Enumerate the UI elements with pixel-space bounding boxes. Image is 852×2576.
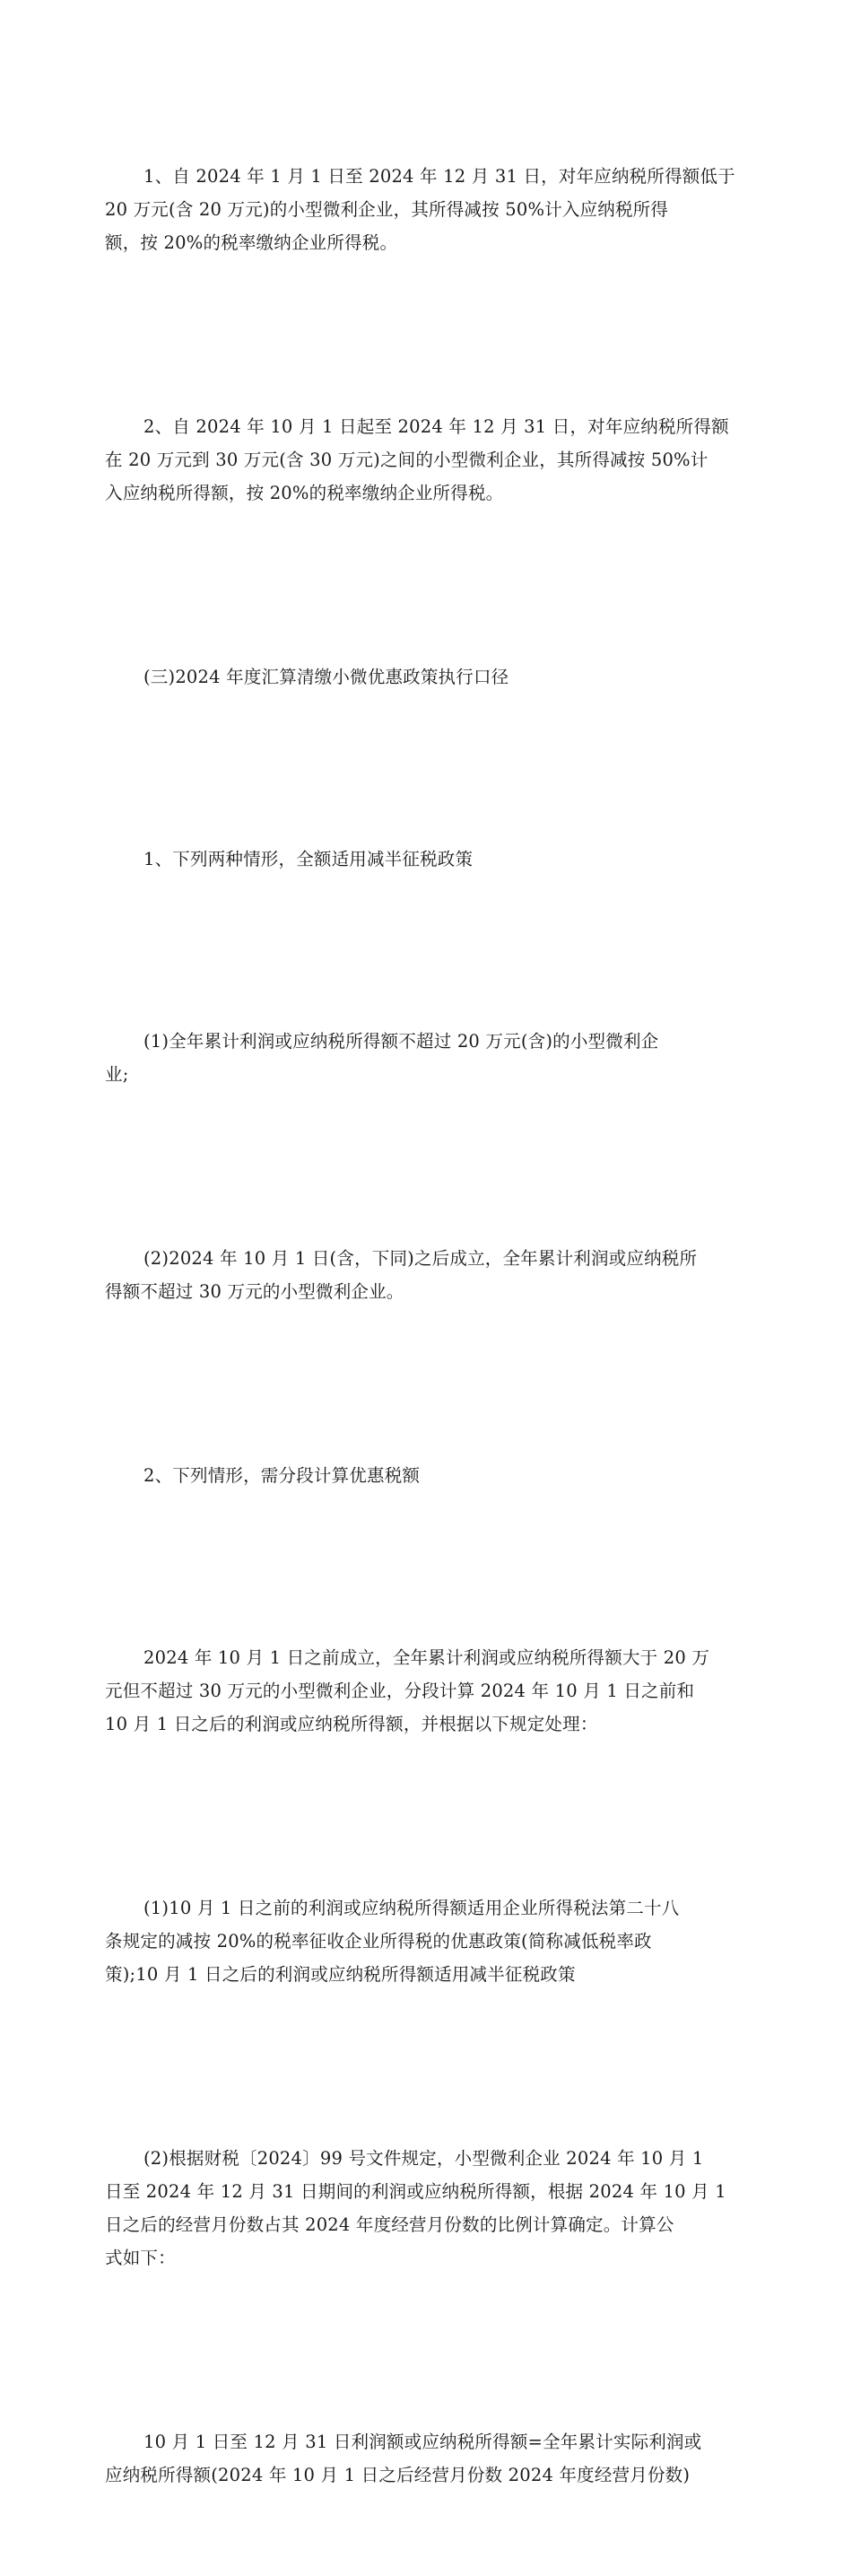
text-line: 式如下：: [105, 2248, 176, 2268]
paragraph-1: [105, 93, 747, 326]
text-line: 额，按 20%的税率缴纳企业所得税。: [105, 232, 398, 253]
paragraph-case-2: [105, 1175, 747, 1375]
subheading-2: [105, 1393, 747, 1559]
text-line: 10 月 1 日之后的利润或应纳税所得额，并根据以下规定处理：: [105, 1714, 598, 1734]
document-page: [105, 93, 747, 2576]
subheading-1: [105, 776, 747, 942]
text-line: 2024 年 10 月 1 日之前成立，全年累计利润或应纳税所得额大于 20 万: [143, 1647, 710, 1668]
text-line: 应纳税所得额(2024 年 10 月 1 日之后经营月份数 2024 年度经营月份数): [105, 2465, 691, 2485]
text-line: 在 20 万元到 30 万元(含 30 万元)之间的小型微利企业，其所得减按 50%计: [105, 450, 709, 470]
paragraph-2: [105, 344, 747, 576]
text-line: (三)2024 年度汇算清缴小微优惠政策执行口径: [143, 667, 509, 687]
text-line: 20 万元(含 20 万元)的小型微利企业，其所得减按 50%计入应纳税所得: [105, 199, 669, 220]
text-line: 1、自 2024 年 1 月 1 日至 2024 年 12 月 31 日，对年应纳税所得额低于: [143, 166, 735, 187]
text-line: 业;: [105, 1064, 129, 1085]
text-line: 日至 2024 年 12 月 31 日期间的利润或应纳税所得额，根据 2024 年 10 月 1: [105, 2181, 726, 2202]
paragraph-rule-2: [105, 2075, 747, 2341]
text-line: 1、下列两种情形，全额适用减半征税政策: [143, 849, 474, 869]
section-heading: [105, 594, 747, 760]
text-line: 入应纳税所得额，按 20%的税率缴纳企业所得税。: [105, 483, 504, 503]
text-line: (2)2024 年 10 月 1 日(含，下同)之后成立，全年累计利润或应纳税所: [143, 1248, 698, 1269]
text-line: 10 月 1 日至 12 月 31 日利润额或应纳税所得额=全年累计实际利润或: [143, 2432, 702, 2452]
paragraph-rule-1: [105, 1825, 747, 2057]
text-line: (2)根据财税〔2024〕99 号文件规定，小型微利企业 2024 年 10 月 1: [143, 2148, 704, 2169]
text-line: 2、下列情形，需分段计算优惠税额: [143, 1465, 421, 1486]
text-line: 元但不超过 30 万元的小型微利企业，分段计算 2024 年 10 月 1 日之前和: [105, 1681, 695, 1701]
text-line: 日之后的经营月份数占其 2024 年度经营月份数的比例计算确定。计算公: [105, 2214, 674, 2235]
paragraph-segment: [105, 1575, 747, 1807]
text-line: 策);10 月 1 日之后的利润或应纳税所得额适用减半征税政策: [105, 1964, 576, 1985]
text-line: (1)10 月 1 日之前的利润或应纳税所得额适用企业所得税法第二十八: [143, 1898, 680, 1918]
paragraph-case-1: [105, 958, 747, 1157]
text-line: 2、自 2024 年 10 月 1 日起至 2024 年 12 月 31 日，对年应纳税所得额: [143, 416, 729, 437]
text-line: 条规定的减按 20%的税率征收企业所得税的优惠政策(简称减低税率政: [105, 1931, 652, 1952]
paragraph-formula: [105, 2359, 747, 2558]
text-line: 得额不超过 30 万元的小型微利企业。: [105, 1281, 404, 1302]
text-line: (1)全年累计利润或应纳税所得额不超过 20 万元(含)的小型微利企: [143, 1031, 659, 1052]
